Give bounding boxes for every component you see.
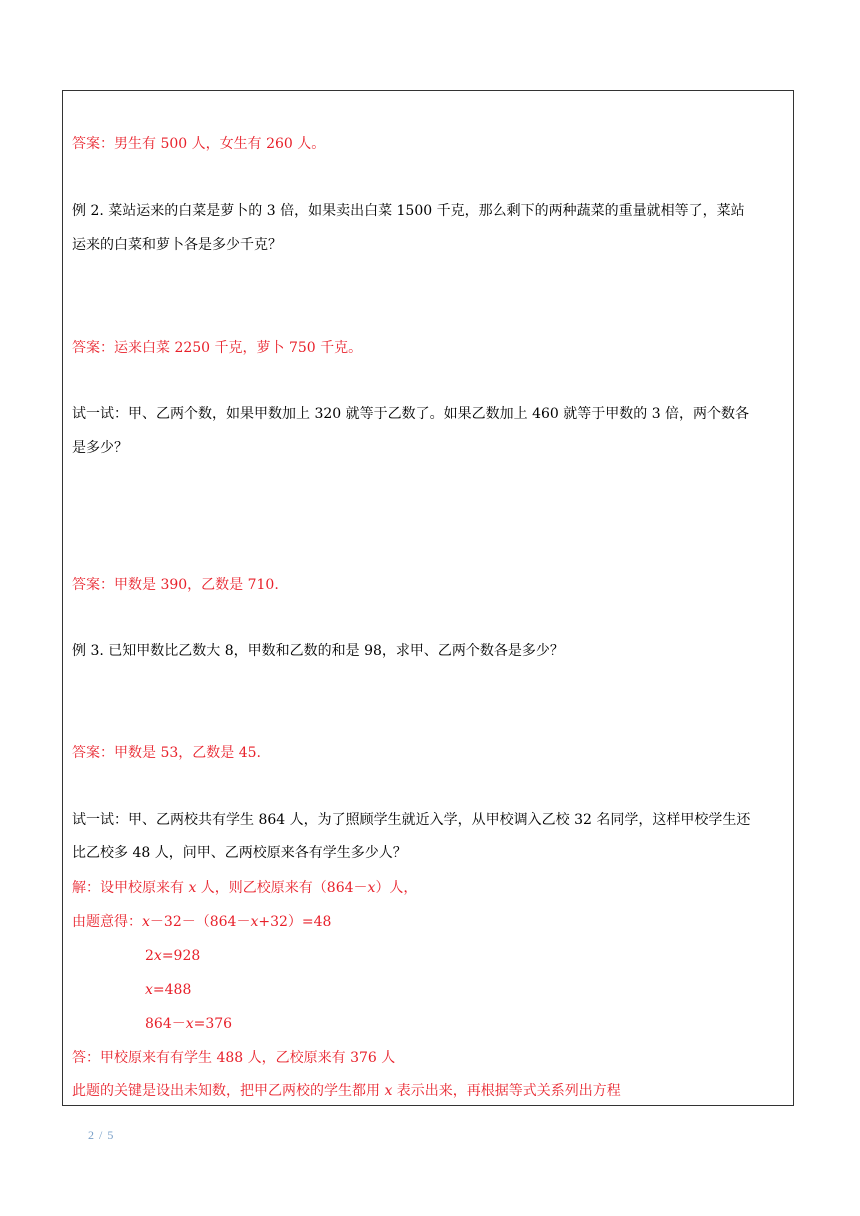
solution-text: +32）=48 (258, 914, 332, 930)
solution-text: 表示出来，再根据等式关系列出方程 (392, 1083, 621, 1099)
answer-1: 答案：男生有 500 人，女生有 260 人。 (72, 136, 326, 152)
variable-x: x (250, 914, 259, 930)
solution-text: 此题的关键是设出未知数，把甲乙两校的学生都用 (72, 1083, 385, 1099)
page-indicator: 2 / 5 (88, 1128, 115, 1142)
example-3: 例 3. 已知甲数比乙数大 8，甲数和乙数的和是 98，求甲、乙两个数各是多少？ (72, 643, 564, 659)
try-1-line-1: 试一试：甲、乙两个数，如果甲数加上 320 就等于乙数了。如果乙数加上 460 就等于甲数的 3 倍，两个数各 (72, 406, 750, 422)
solution-line-4 (145, 980, 191, 1000)
variable-x: x (142, 914, 150, 930)
solution-note (72, 1081, 621, 1101)
answer-4: 答案：甲数是 53，乙数是 45. (72, 745, 261, 761)
example-2-line-1: 例 2. 菜站运来的白菜是萝卜的 3 倍，如果卖出白菜 1500 千克，那么剩下的两种蔬菜的重量就相等了，菜站 (72, 203, 745, 219)
solution-text: 人，则乙校原来有（864－ (196, 880, 368, 896)
solution-line-3 (145, 946, 200, 966)
answer-3: 答案：甲数是 390，乙数是 710. (72, 577, 279, 593)
variable-x: x (185, 1016, 194, 1032)
solution-text: ）人， (375, 880, 418, 896)
solution-text: =928 (161, 948, 201, 964)
solution-text: 由题意得： (72, 914, 142, 930)
variable-x: x (153, 948, 162, 964)
variable-x: x (188, 880, 197, 896)
try-2-line-1: 试一试：甲、乙两校共有学生 864 人，为了照顾学生就近入学，从甲校调入乙校 32 名同学，这样甲校学生还 (72, 812, 751, 828)
variable-x: x (145, 982, 153, 998)
variable-x: x (367, 880, 376, 896)
try-1-line-2: 是多少？ (72, 440, 128, 456)
solution-line-1 (72, 878, 417, 898)
variable-x: x (384, 1083, 393, 1099)
solution-line-2 (72, 912, 331, 932)
solution-text: 864－ (145, 1016, 186, 1032)
try-2-line-2: 比乙校多 48 人，问甲、乙两校原来各有学生多少人？ (72, 845, 407, 861)
solution-text: =376 (193, 1016, 233, 1032)
answer-2: 答案：运来白菜 2250 千克，萝卜 750 千克。 (72, 340, 363, 356)
solution-text: 2 (145, 948, 154, 964)
solution-answer: 答：甲校原来有有学生 488 人，乙校原来有 376 人 (72, 1050, 396, 1066)
example-2-line-2: 运来的白菜和萝卜各是多少千克？ (72, 237, 282, 253)
solution-text: 解：设甲校原来有 (72, 880, 189, 896)
solution-line-5 (145, 1014, 232, 1034)
solution-text: －32－（864－ (149, 914, 251, 930)
solution-text: =488 (152, 982, 192, 998)
